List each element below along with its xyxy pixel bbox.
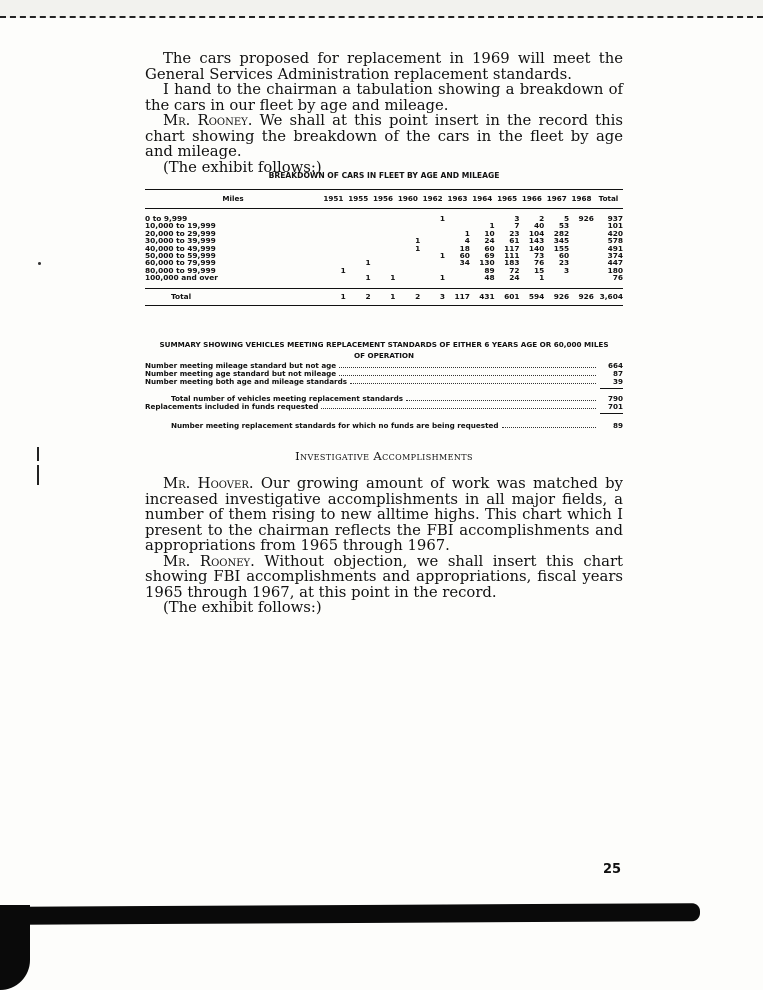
table-cell [321, 230, 346, 237]
column-header: 1968 [569, 190, 594, 209]
intro-text [145, 51, 623, 175]
table-cell: 1 [415, 236, 421, 246]
table-cell: 937 [607, 214, 623, 223]
table-cell: 4 [464, 236, 470, 246]
table-cell [420, 237, 445, 244]
column-header: 1951 [321, 190, 346, 209]
table-cell [445, 274, 470, 281]
table-cell [321, 245, 346, 252]
section-heading: Investigative Accomplishments [295, 449, 473, 463]
column-header: 1963 [445, 190, 470, 209]
summary-value: 790 [607, 394, 623, 403]
table-cell: 23 [558, 258, 570, 268]
table-cell: 18 [459, 243, 470, 253]
table-cell: 1 [365, 273, 371, 283]
scan-top-edge [0, 0, 763, 18]
table-cell [569, 237, 594, 244]
table-cell [544, 274, 569, 281]
table-cell: 1 [390, 273, 396, 283]
scan-bottom-edge [0, 905, 763, 990]
summary-label: Number meeting age standard but not mileage [145, 369, 337, 378]
table-cell [420, 222, 445, 229]
table-cell [346, 215, 371, 222]
table-cell [371, 252, 396, 259]
table-cell [371, 230, 396, 237]
table-cell: 420 [607, 228, 623, 238]
table-cell: 130 [479, 258, 495, 268]
table-row [145, 267, 623, 274]
table-cell [371, 237, 396, 244]
table-row [145, 259, 623, 266]
table-cell: 491 [607, 243, 623, 253]
table-cell: 1 [340, 265, 346, 275]
table-total-row [145, 288, 623, 305]
table-row [145, 237, 623, 244]
table-cell: 72 [509, 265, 520, 275]
table-cell [445, 267, 470, 274]
table-cell [346, 230, 371, 237]
table-cell: 34 [459, 258, 470, 268]
table-cell [371, 245, 396, 252]
table-cell [569, 274, 594, 281]
table-cell [321, 215, 346, 222]
speaker-text: Our growing amount of work was matched by increased investigative accomplishments in all major fields, a number of them rising to new alltime highs. This chart which I present to the chairman reflects the FBI accomplishments and appropriations from 1965 through 1967. [145, 475, 623, 554]
table-cell: 76 [612, 273, 623, 283]
table-cell: 374 [607, 251, 623, 261]
table-cell: 53 [558, 221, 570, 231]
intro-paragraph-3 [145, 113, 623, 160]
table-cell: 7 [514, 221, 520, 231]
table-cell: 69 [484, 251, 495, 261]
speaker-text: Without objection, we shall insert this chart showing FBI accomplishments and appropriations, fiscal years 1965 through 1967, at this point in the record. [145, 552, 623, 601]
table-cell [346, 222, 371, 229]
table-cell: 89 [484, 265, 495, 275]
table-cell [371, 215, 396, 222]
row-label: 100,000 and over [145, 274, 218, 282]
page-number: 25 [603, 862, 622, 877]
intro-paragraph-1: The cars proposed for replacement in 1969 will meet the General Services Administration replacement standards. [145, 50, 623, 83]
total-cell: 117 [445, 288, 470, 305]
table-cell [395, 252, 420, 259]
breakdown-table-title: BREAKDOWN OF CARS IN FLEET BY AGE AND MILEAGE [268, 171, 500, 180]
total-cell: 3 [420, 288, 445, 305]
table-cell: 60 [484, 243, 495, 253]
summary-title-line-2: OF OPERATION [353, 351, 415, 360]
table-body [145, 209, 623, 306]
table-cell: 1 [365, 258, 371, 268]
table-cell [445, 215, 470, 222]
table-cell: 143 [528, 236, 545, 246]
total-cell: 3,604 [594, 288, 623, 305]
total-cell: 2 [395, 288, 420, 305]
total-cell: 2 [346, 288, 371, 305]
table-cell [395, 274, 420, 281]
summary-label: Total number of vehicles meeting replacement standards [171, 394, 403, 403]
table-row [145, 252, 623, 259]
table-cell: 140 [528, 243, 545, 253]
table-cell: 10 [484, 228, 495, 238]
table-cell: 578 [607, 236, 623, 246]
total-cell: 601 [495, 288, 520, 305]
table-cell [321, 237, 346, 244]
table-cell [371, 222, 396, 229]
table-cell [420, 230, 445, 237]
table-header-row [145, 190, 623, 209]
table-cell: 111 [504, 251, 520, 261]
table-cell: 104 [528, 228, 545, 238]
summary-value: 39 [612, 377, 623, 386]
table-cell [371, 259, 396, 266]
table-cell [321, 274, 346, 281]
table-row [145, 245, 623, 252]
speaker-name: Mr. Hoover. [163, 475, 254, 492]
summary-value: 89 [612, 421, 623, 430]
summary-value: 701 [607, 402, 623, 411]
table-cell [569, 259, 594, 266]
row-label: 10,000 to 19,999 [145, 222, 216, 230]
total-cell: 1 [371, 288, 396, 305]
intro-paragraph-2: I hand to the chairman a tabulation showing a breakdown of the cars in our fleet by age and mileage. [145, 81, 623, 114]
margin-mark [37, 447, 39, 461]
row-label: 20,000 to 29,999 [145, 229, 216, 238]
table-cell: 5 [563, 214, 570, 223]
table-cell: 3 [514, 214, 520, 223]
total-cell: 431 [470, 288, 495, 305]
row-label: 50,000 to 59,999 [145, 252, 216, 260]
column-header: 1965 [495, 190, 520, 209]
column-header: Miles [145, 190, 321, 209]
table-cell: 23 [509, 228, 520, 238]
table-cell [395, 259, 420, 266]
speaker-text: We shall at this point insert in the record this chart showing the breakdown of the cars in the fleet by age and mileage. [145, 112, 623, 160]
summary-label: Number meeting replacement standards for which no funds are being requested [171, 421, 499, 430]
table-cell: 1 [439, 251, 446, 261]
table-cell: 24 [509, 273, 520, 283]
table-cell: 60 [459, 251, 470, 261]
table-cell: 73 [534, 251, 545, 261]
summary-value: 87 [612, 369, 623, 378]
total-cell: 594 [520, 288, 545, 305]
table-cell: 1 [415, 243, 421, 253]
breakdown-table [145, 189, 623, 306]
summary-label: Replacements included in funds requested [145, 402, 319, 411]
column-header: 1964 [470, 190, 495, 209]
total-cell: 1 [321, 288, 346, 305]
table-cell: 180 [607, 265, 623, 275]
row-label: 30,000 to 39,999 [145, 237, 216, 245]
table-cell [321, 222, 346, 229]
table-cell: 60 [558, 251, 570, 261]
table-cell: 282 [553, 228, 570, 238]
table-cell [569, 267, 594, 274]
summary-final-row [145, 422, 623, 430]
table-cell [569, 222, 594, 229]
table-cell: 40 [534, 221, 545, 231]
table-cell: 61 [509, 236, 520, 246]
margin-mark [37, 465, 39, 485]
table-cell [569, 230, 594, 237]
total-cell: 926 [569, 288, 594, 305]
margin-speck [38, 262, 41, 265]
table-cell [346, 237, 371, 244]
table-cell: 2 [539, 214, 545, 223]
summary-label: Number meeting both age and mileage standards [145, 377, 348, 386]
summary-list [145, 362, 623, 430]
table-cell: 1 [439, 214, 446, 223]
table-cell [346, 245, 371, 252]
table-cell [569, 252, 594, 259]
table-cell [569, 245, 594, 252]
summary-value: 664 [607, 361, 623, 370]
column-header: 1955 [346, 190, 371, 209]
table-cell: 183 [504, 258, 520, 268]
column-header: 1967 [544, 190, 569, 209]
column-header: 1966 [520, 190, 545, 209]
speaker-name: Mr. Rooney. [163, 112, 253, 129]
column-header: Total [594, 190, 623, 209]
table-cell: 926 [578, 214, 594, 223]
row-label: 0 to 9,999 [145, 215, 188, 223]
body-paragraph-2 [145, 554, 623, 601]
body-paragraph-1 [145, 476, 623, 554]
total-label: Total [145, 288, 321, 305]
speaker-name: Mr. Rooney. [163, 552, 255, 570]
column-header: 1960 [395, 190, 420, 209]
table-cell: 48 [484, 273, 495, 283]
row-label: 80,000 to 99,999 [145, 266, 216, 275]
table-cell: 101 [607, 221, 623, 231]
summary-row [145, 378, 623, 386]
body-text [145, 476, 623, 616]
table-cell: 1 [439, 273, 446, 283]
table-row [145, 274, 623, 281]
table-cell: 76 [534, 258, 545, 268]
column-header: 1956 [371, 190, 396, 209]
summary-title-line-1: SUMMARY SHOWING VEHICLES MEETING REPLACEMENT STANDARDS OF EITHER 6 YEARS AGE OR 60,000 MILES [159, 340, 609, 349]
table-cell: 117 [504, 243, 520, 253]
table-cell: 155 [553, 243, 570, 253]
table-cell [321, 252, 346, 259]
table-row [145, 230, 623, 237]
row-label: 60,000 to 79,999 [145, 259, 216, 267]
body-paragraph-3: (The exhibit follows:) [163, 599, 322, 616]
table-row [145, 215, 623, 222]
table-cell [395, 215, 420, 222]
summary-label: Number meeting mileage standard but not age [145, 361, 337, 370]
row-label: 40,000 to 49,999 [145, 244, 216, 253]
table-cell [420, 259, 445, 266]
table-cell [395, 222, 420, 229]
column-header: 1962 [420, 190, 445, 209]
table-cell: 345 [553, 236, 570, 246]
intro-paragraph-4: (The exhibit follows:) [163, 158, 322, 176]
table-cell: 24 [484, 236, 495, 246]
table-cell: 1 [539, 273, 545, 283]
table-cell: 15 [534, 265, 545, 275]
total-cell: 926 [544, 288, 569, 305]
table-cell: 447 [607, 258, 623, 268]
table-row [145, 222, 623, 229]
table-cell: 1 [489, 221, 495, 231]
table-cell: 3 [563, 265, 570, 275]
table-cell [395, 267, 420, 274]
summary-row [145, 403, 623, 411]
table-cell: 1 [464, 228, 470, 238]
summary-title [145, 339, 623, 361]
